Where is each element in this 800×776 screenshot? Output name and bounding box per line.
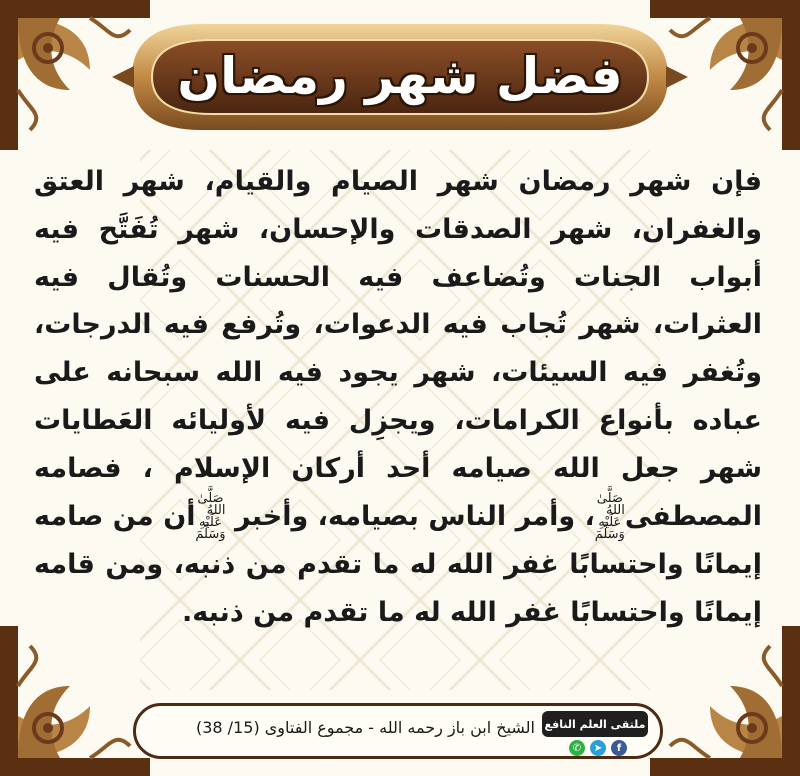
- article-body: [34, 158, 762, 686]
- body-text-part-1: فإن شهر رمضان شهر الصيام والقيام، شهر العتق والغفران، شهر الصدقات والإحسان، شهر تُفَتَّح فيه أبواب الجنات وتُضاعف فيه الحسنات وتُقال فيه العثرات، شهر تُجاب فيه الدعوات، وتُرفع فيه الدرجات، وتُغفر فيه السيئات، شهر يجود فيه الله سبحانه على عباده بأنواع الكرامات، ويجزِل فيه لأوليائه العَطايات شهر جعل الله صيامه أحد أركان الإسلام ، فصامه المصطفى: [34, 166, 762, 532]
- body-text-part-2: ، وأمر الناس بصيامه، وأخبر: [234, 500, 595, 532]
- brand-badge: ملتقى العلم النافع: [542, 711, 648, 737]
- salawat-glyph-2: صَلَّىٰ اللهُ عَلَيْهِ وَسَلَّمَ: [195, 491, 226, 543]
- salawat-glyph: صَلَّىٰ اللهُ عَلَيْهِ وَسَلَّمَ: [594, 491, 625, 543]
- source-citation: الشيخ ابن باز رحمه الله - مجموع الفتاوى (15/ 38): [195, 718, 535, 737]
- whatsapp-icon[interactable]: ✆: [569, 740, 585, 756]
- page-title: فضل شهر رمضان: [177, 47, 623, 105]
- social-icons: [565, 740, 631, 758]
- telegram-icon[interactable]: ➤: [590, 740, 606, 756]
- body-text-part-3: أن من صامه إيمانًا واحتسابًا غفر الله له ما تقدم من ذنبه، ومن قامه إيمانًا واحتسابًا غفر الله له ما تقدم من ذنبه.: [34, 500, 762, 628]
- facebook-icon[interactable]: f: [611, 740, 627, 756]
